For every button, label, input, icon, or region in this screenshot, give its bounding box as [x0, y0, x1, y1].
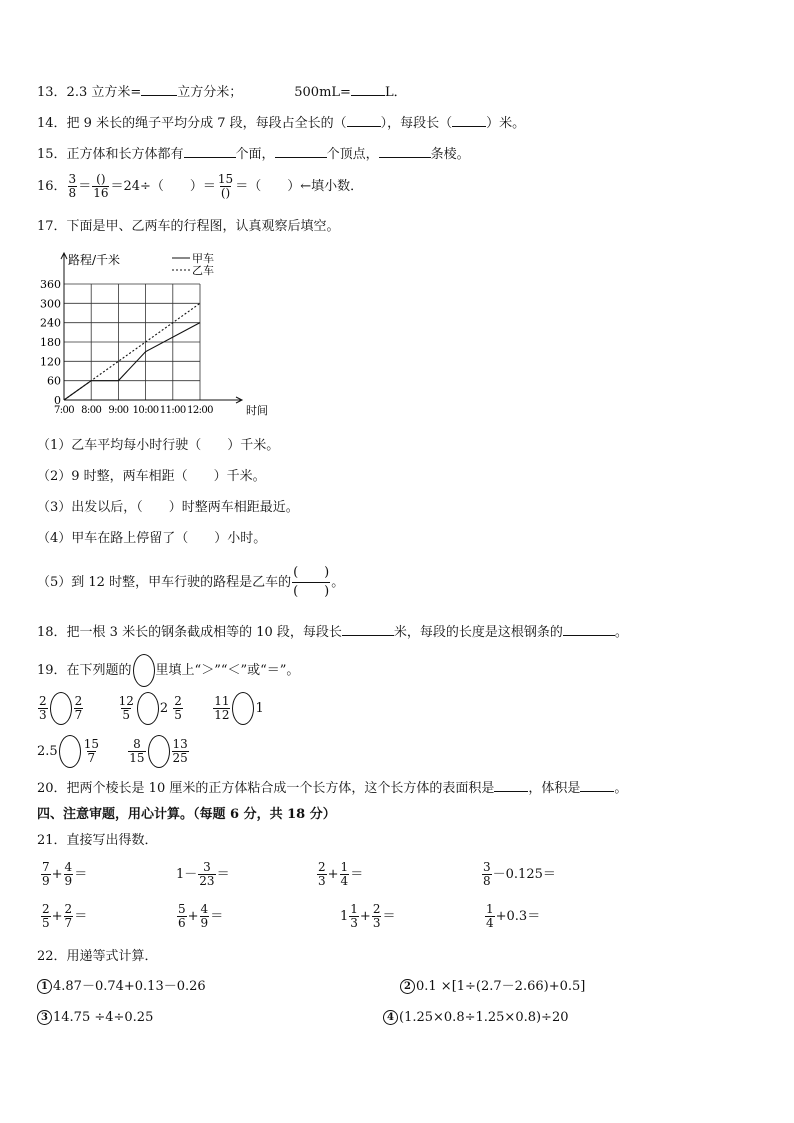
numerator: 8: [133, 737, 141, 751]
compare-oval: [133, 654, 155, 687]
denominator: 12: [214, 708, 230, 722]
y-tick-label: 60: [47, 374, 61, 388]
numerator: 11: [214, 694, 230, 708]
fraction[interactable]: [92, 173, 109, 200]
q21-item: $\frac{2}{3}$ + $\frac{1}{4}$ ＝: [318, 860, 364, 888]
q20-text: 20．把两个棱长是 10 厘米的正方体粘合成一个长方体，这个长方体的表面积是: [37, 781, 495, 796]
q13-text: 500mL=: [294, 85, 351, 100]
denominator: 5: [174, 708, 182, 722]
question-19: [37, 654, 299, 688]
q14-text: ）米。: [486, 116, 526, 131]
x-tick-label: 9:00: [108, 405, 129, 416]
legend-label: 甲车: [192, 252, 214, 265]
circled-number: 3: [37, 1010, 52, 1025]
y-tick-label: 300: [40, 297, 61, 311]
q21-item: $\frac{5}{6}$ + $\frac{4}{9}$ ＝: [178, 902, 224, 930]
answer-blank[interactable]: [342, 623, 394, 636]
q18-text: 。: [614, 625, 628, 640]
answer-blank[interactable]: [494, 779, 528, 792]
chart-series: [64, 303, 200, 400]
chart-legend: [172, 252, 214, 277]
y-tick-label: 240: [40, 316, 61, 330]
q14-text: ），每段长（: [380, 116, 453, 131]
circled-number: 1: [37, 979, 52, 994]
denominator: 15: [129, 751, 145, 765]
q22-expression: 4.87－0.74+0.13－0.26: [53, 979, 206, 994]
q21-item: $\frac{3}{8}$ －0.125＝: [483, 860, 556, 888]
q19-row-2: [37, 734, 190, 770]
q22-expression: 0.1 ×[1÷(2.7－2.66)+0.5]: [416, 979, 586, 994]
numerator: 2: [39, 694, 47, 708]
x-tick-labels: [54, 405, 213, 416]
legend-label: 乙车: [192, 264, 214, 277]
q15-text: 15．正方体和长方体都有: [37, 147, 184, 162]
q17-sub5: [37, 564, 344, 602]
answer-blank[interactable]: [141, 83, 177, 96]
numerator: 15: [83, 737, 99, 751]
question-20: [37, 779, 627, 798]
q17-sub4: （4）甲车在路上停留了（ ）小时。: [37, 531, 267, 546]
q15-text: 个面，: [235, 147, 275, 162]
compare-oval[interactable]: [148, 735, 170, 768]
compare-oval[interactable]: [137, 692, 159, 725]
q22-item-3: [37, 1009, 153, 1027]
q21-item: 1 $\frac{1}{3}$ + $\frac{2}{3}$ ＝: [340, 902, 396, 930]
q19-text: 里填上“＞”“＜”或“＝”。: [155, 663, 300, 678]
q21-item: $\frac{1}{4}$ +0.3＝: [486, 902, 541, 930]
answer-blank[interactable]: [184, 145, 236, 158]
q21-item: $\frac{2}{5}$ + $\frac{2}{7}$ ＝: [42, 902, 88, 930]
decimal: 2.5: [37, 744, 58, 759]
q20-text: 。: [614, 781, 628, 796]
q17-sub1: （1）乙车平均每小时行驶（ ）千米。: [37, 438, 280, 453]
denominator: 7: [74, 708, 83, 722]
denominator: 5: [122, 708, 131, 722]
q13-text: 13．2.3 立方米=: [37, 85, 142, 100]
q14-text: 14．把 9 米长的绳子平均分成 7 段，每段占全长的（: [37, 116, 347, 131]
denominator: ( ): [293, 584, 330, 599]
q16-text: ＝（ ）←填小数．: [235, 179, 364, 194]
numerator: 13: [172, 737, 188, 751]
q21-item: $\frac{7}{9}$ + $\frac{4}{9}$ ＝: [42, 860, 88, 888]
q13-text: L．: [384, 85, 407, 100]
y-tick-label: 360: [40, 278, 61, 291]
denominator: 16: [93, 186, 109, 200]
x-tick-label: 8:00: [81, 405, 102, 416]
fraction[interactable]: [217, 173, 234, 200]
mixed-integer: 2: [159, 701, 169, 716]
question-16: [37, 172, 363, 202]
chart-grid: [64, 284, 200, 400]
answer-blank[interactable]: [379, 145, 431, 158]
q17-sub5-text: （5）到 12 时整，甲车行驶的路程是乙车的: [37, 575, 292, 590]
answer-blank[interactable]: [580, 779, 614, 792]
section-4-heading: 四、注意审题，用心计算。（每题 6 分，共 18 分）: [37, 807, 336, 822]
question-22-title: 22．用递等式计算．: [37, 949, 158, 964]
x-axis-label: 时间: [246, 404, 268, 417]
answer-blank[interactable]: [452, 114, 486, 127]
answer-blank[interactable]: [563, 623, 615, 636]
numerator: 12: [118, 694, 134, 708]
series-line-dotted: [64, 303, 200, 400]
numerator: 2: [74, 694, 83, 708]
q17-sub3: （3）出发以后，（ ）时整两车相距最近。: [37, 500, 299, 515]
circled-number: 2: [400, 979, 415, 994]
equals-sign: ＝: [78, 179, 92, 194]
y-axis-label: 路程/千米: [68, 253, 121, 267]
q19-row-1: [37, 691, 264, 727]
answer-blank[interactable]: [351, 83, 385, 96]
question-14: [37, 114, 525, 133]
numerator: 15: [217, 172, 234, 186]
question-17-title: 17．下面是甲、乙两车的行程图，认真观察后填空。: [37, 219, 340, 234]
q22-expression: 14.75 ÷4÷0.25: [53, 1010, 154, 1025]
denominator: (): [220, 186, 231, 200]
answer-blank[interactable]: [275, 145, 327, 158]
integer: 1: [255, 701, 264, 716]
compare-oval[interactable]: [232, 692, 254, 725]
q22-expression: (1.25×0.8÷1.25×0.8)÷20: [399, 1010, 569, 1025]
question-18: [37, 623, 628, 642]
question-15: [37, 145, 470, 164]
q21-item: 1－ $\frac{3}{23}$ ＝: [176, 860, 230, 888]
x-tick-label: 7:00: [53, 405, 75, 416]
y-tick-label: 180: [40, 336, 61, 349]
question-21-title: 21．直接写出得数．: [37, 833, 158, 848]
q22-item-4: [383, 1009, 569, 1027]
fraction: [68, 173, 78, 200]
denominator: 8: [68, 186, 77, 200]
denominator: 7: [87, 751, 96, 765]
q15-text: 条棱。: [430, 147, 470, 162]
numerator: ( ): [293, 565, 330, 580]
travel-chart: [40, 250, 280, 422]
question-13: [37, 83, 407, 102]
y-tick-label: 120: [40, 355, 61, 369]
denominator: 3: [39, 708, 47, 722]
q16-label: 16．: [37, 179, 67, 194]
numerator: 2: [174, 694, 182, 708]
q22-item-1: [37, 978, 206, 996]
answer-blank[interactable]: [347, 114, 381, 127]
y-tick-labels: [40, 278, 61, 407]
x-tick-label: 12:00: [187, 405, 213, 416]
q19-text: 19．在下列题的: [37, 663, 132, 678]
q18-text: 米，每段的长度是这根钢条的: [393, 625, 563, 640]
numerator: 3: [68, 172, 77, 186]
x-tick-label: 10:00: [132, 405, 159, 416]
answer-fraction[interactable]: [292, 564, 330, 601]
y-tick-label: 0: [54, 394, 61, 407]
q17-sub5-text: 。: [331, 575, 345, 590]
x-tick-label: 11:00: [159, 405, 186, 416]
circled-number: 4: [383, 1010, 398, 1025]
compare-oval[interactable]: [59, 735, 81, 768]
compare-oval[interactable]: [50, 692, 72, 725]
numerator: (): [96, 172, 106, 186]
denominator: 25: [172, 751, 188, 765]
q16-text: ＝24÷（ ）＝: [110, 179, 216, 194]
q18-text: 18．把一根 3 米长的钢条截成相等的 10 段，每段长: [37, 625, 342, 640]
q22-item-2: [400, 978, 585, 996]
q17-sub2: （2）9 时整，两车相距（ ）千米。: [37, 469, 266, 484]
q13-text: 立方分米；: [177, 85, 243, 100]
q20-text: ，体积是: [528, 781, 581, 796]
q15-text: 个顶点，: [326, 147, 379, 162]
